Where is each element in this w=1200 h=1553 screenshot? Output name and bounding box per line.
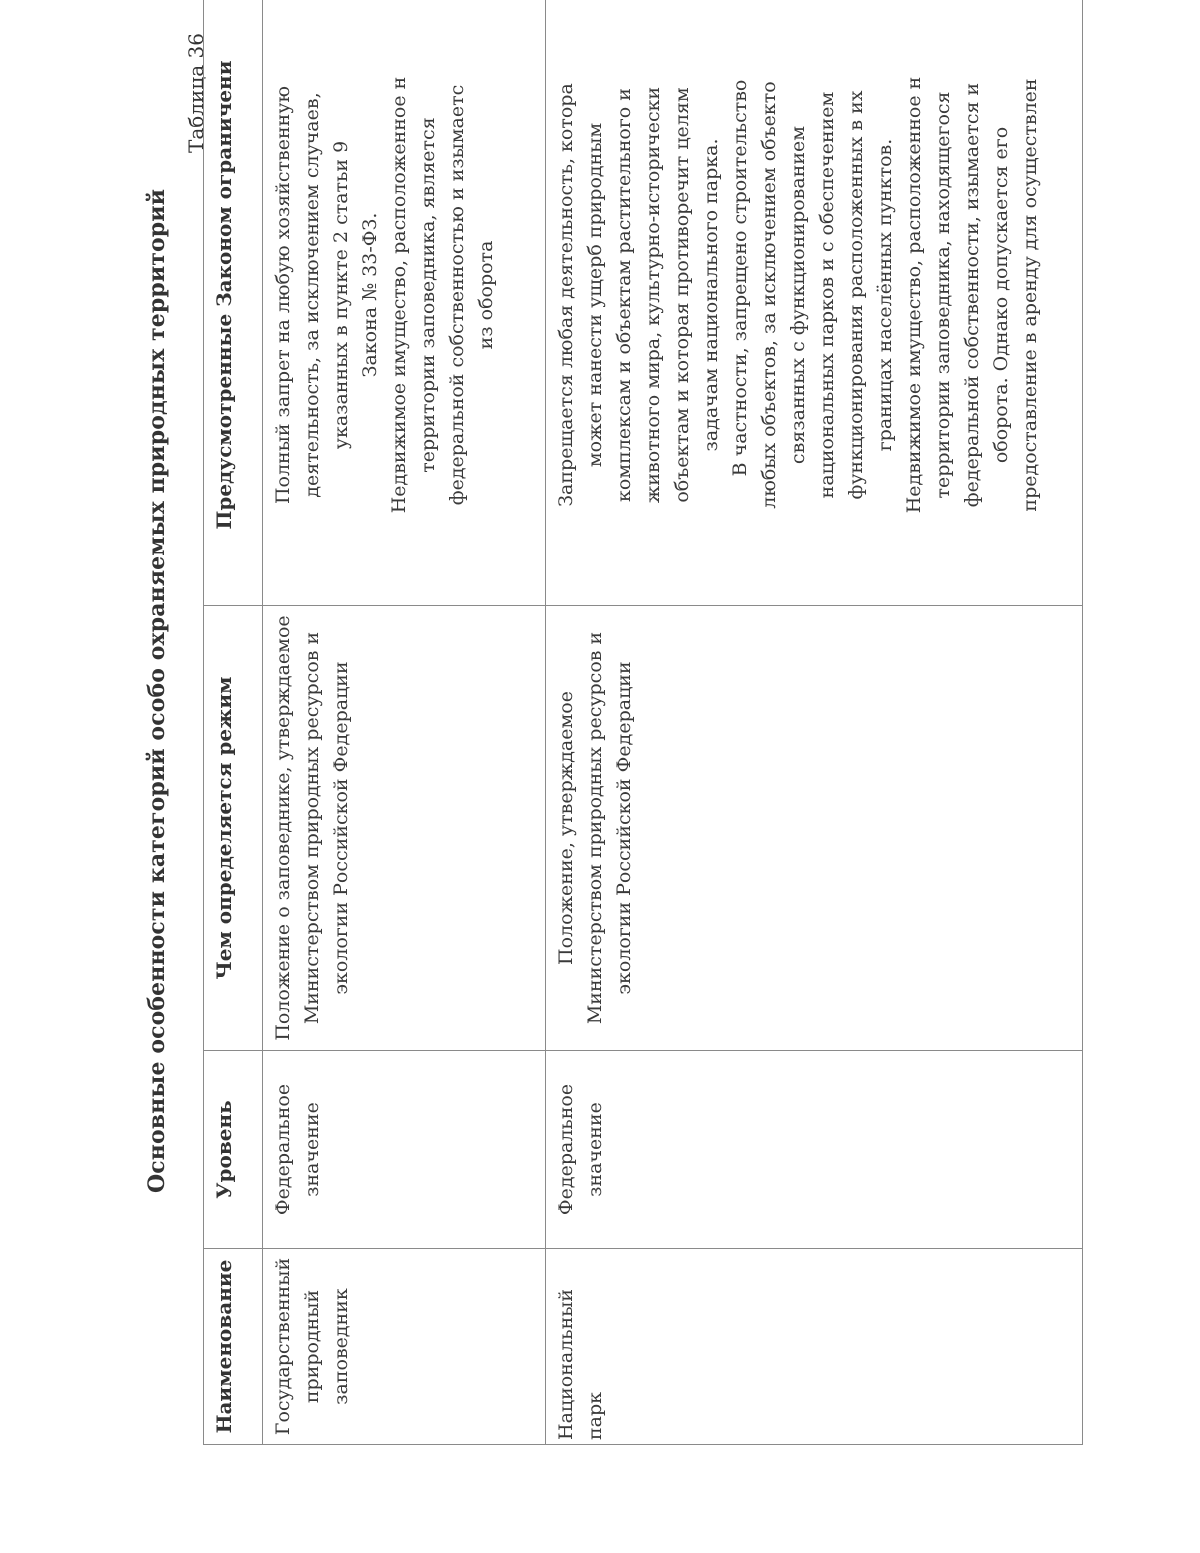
restriction-line: Недвижимое имущество, расположенное н (388, 76, 411, 514)
restriction-line: территории заповедника, является (417, 117, 440, 473)
restriction-line: связанных с функционированием (787, 125, 810, 465)
restriction-line: животного мира, культурно-исторически (642, 86, 665, 504)
cell-restrictions (263, 0, 546, 606)
cell-name: Национальный парк (546, 1249, 1083, 1445)
restriction-line: из оборота (475, 240, 498, 350)
cell-restrictions (546, 0, 1083, 606)
restriction-line: Полный запрет на любую хозяйственную (272, 85, 295, 505)
document-title: Основные особенности категорий особо охраняемых природных территорий (144, 188, 170, 1193)
restriction-line: Недвижимое имущество, расположенное н (903, 76, 926, 514)
cell-level: Федеральное значение (546, 1051, 1083, 1249)
restriction-line: федеральной собственности, изымается и (961, 82, 984, 508)
restriction-line: территории заповедника, находящегося (932, 91, 955, 499)
restriction-line: деятельность, за исключением случаев, (301, 92, 324, 498)
header-restrictions: Предусмотренные Законом ограничени (204, 0, 263, 606)
restriction-line: границах населённых пунктов. (874, 138, 897, 452)
cell-regime: Положение, утверждаемое Министерством природных ресурсов и экологии Российской Федерации (546, 606, 1083, 1051)
restriction-line: оборота. Однако допускается его (990, 126, 1013, 464)
table-number: Таблица 36 (184, 33, 208, 153)
restriction-line: национальных парков и с обеспечением (816, 91, 839, 499)
restriction-line: В частности, запрещено строительство (729, 79, 752, 477)
restriction-line: указанных в пункте 2 статьи 9 (330, 140, 353, 450)
cell-level: Федеральное значение (263, 1051, 546, 1249)
header-regime: Чем определяется режим (204, 606, 263, 1051)
restriction-line: может нанести ущерб природным (584, 122, 607, 468)
restriction-line: функционирования расположенных в их (845, 90, 868, 500)
restriction-line: федеральной собственностью и изымаетс (446, 84, 469, 506)
restriction-line: любых объектов, за исключением объекто (758, 81, 781, 509)
cell-name: Государственный природный заповедник (263, 1249, 546, 1445)
header-name: Наименование (204, 1249, 263, 1445)
restriction-line: комплексам и объектам растительного и (613, 88, 636, 502)
table-header-row (204, 0, 263, 1445)
restriction-line: Запрещается любая деятельность, котора (555, 83, 578, 507)
regulations-table (203, 0, 1083, 1445)
restriction-line: задачам национального парка. (700, 138, 723, 452)
table-row (263, 0, 546, 1445)
cell-regime: Положение о заповеднике, утверждаемое Министерством природных ресурсов и экологии Российской Федерации (263, 606, 546, 1051)
restriction-line: объектам и которая противоречит целям (671, 87, 694, 503)
restriction-line: предоставление в аренду для осуществлен (1019, 78, 1042, 512)
table-row (546, 0, 1083, 1445)
restriction-line: Закона № 33-ФЗ. (359, 212, 382, 378)
header-level: Уровень (204, 1051, 263, 1249)
